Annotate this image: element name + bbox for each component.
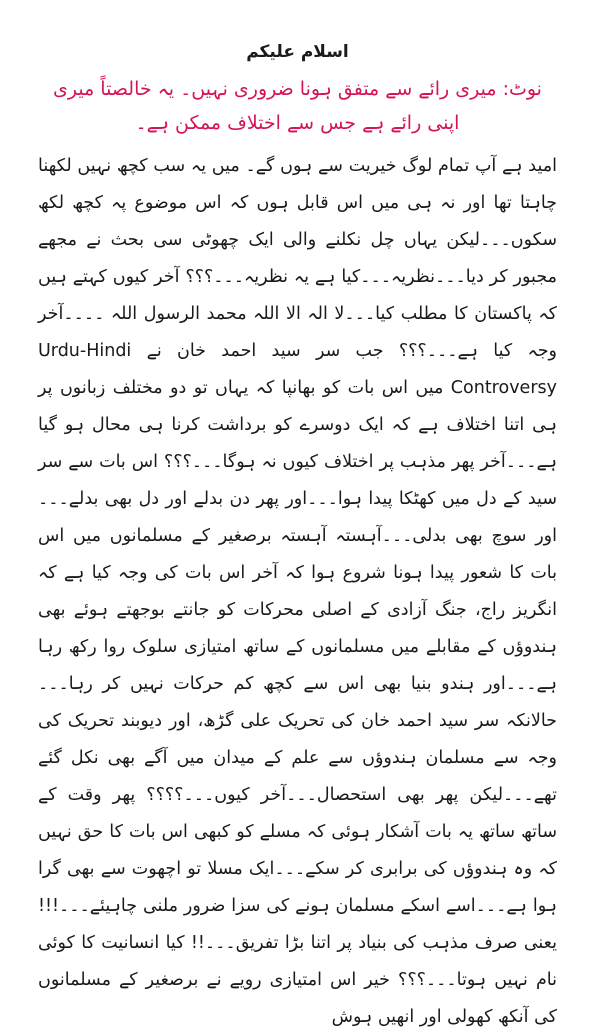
disclaimer-note: نوٹ: میری رائے سے متفق ہونا ضروری نہیں۔ یہ خالصتاً میری اپنی رائے ہے جس سے اختلاف ممکن ہے۔ <box>53 78 542 134</box>
greeting-heading: اسلام علیکم <box>246 42 349 62</box>
body-paragraph: امید ہے آپ تمام لوگ خیریت سے ہوں گے۔ میں یہ سب کچھ نہیں لکھنا چاہتا تھا اور نہ ہی میں اس قابل ہوں کہ اس موضوع پہ کچھ لکھ سکوں۔۔۔لیکن یہاں چل نکلنے والی ایک چھوٹی سی بحث نے مجھے مجبور کر دیا۔۔۔نظریہ۔۔۔کیا ہے یہ نظریہ۔۔۔؟؟؟ آخر کیوں کہتے ہیں کہ پاکستان کا مطلب کیا۔۔۔لا الہ الا اللہ محمد الرسول اللہ ۔۔۔۔آخر وجہ کیا ہے۔۔۔؟؟؟ جب سر سید احمد خان نے Urdu-Hindi Controversy میں اس بات کو بھانپا کہ یہاں تو دو مختلف زبانوں پر ہی اتنا اختلاف ہے کہ ایک دوسرے کو برداشت کرنا ہی محال ہو گیا ہے۔۔۔آخر پھر مذہب پر اختلاف کیوں نہ ہوگا۔۔۔؟؟؟ اس بات سے سر سید کے دل میں کھٹکا پیدا ہوا۔۔۔اور پھر دن بدلے اور دل بھی بدلے۔۔۔اور سوچ بھی بدلی۔۔۔آہستہ آہستہ برصغیر کے مسلمانوں میں اس بات کا شعور پیدا ہونا شروع ہوا کہ آخر اس بات کی وجہ کیا ہے کہ انگریز راج، جنگ آزادی کے اصلی محرکات کو جانتے بوجھتے ہوئے بھی ہندوؤں کے مقابلے میں مسلمانوں کے ساتھ امتیازی سلوک روا رکھ رہا ہے۔۔۔اور ہندو بنیا بھی اس سے کچھ کم حرکات نہیں کر رہا۔۔۔حالانکہ سر سید احمد خان کی تحریک علی گڑھ، اور دیوبند تحریک کی وجہ سے مسلمان ہندوؤں سے علم کے میدان میں آگے بھی نکل گئے تھے۔۔۔لیکن پھر بھی استحصال۔۔۔آخر کیوں۔۔۔؟؟؟؟ پھر وقت کے ساتھ ساتھ یہ بات آشکار ہوئی کہ مسلے کو کبھی اس بات کا حق نہیں کہ وہ ہندوؤں کی برابری کر سکے۔۔۔ایک مسلا تو اچھوت سے بھی گرا ہوا ہے۔۔۔اسے اسکے مسلمان ہونے کی سزا ضرور ملنی چاہیئے۔۔۔!!! یعنی صرف مذہب کی بنیاد پر اتنا بڑا تفریق۔۔۔!! کیا انسانیت کا کوئی نام نہیں ہوتا۔۔۔؟؟؟ خیر اس امتیازی رویے نے برصغیر کے مسلمانوں کی آنکھ کھولی اور انھیں ہوش <box>38 156 557 1027</box>
